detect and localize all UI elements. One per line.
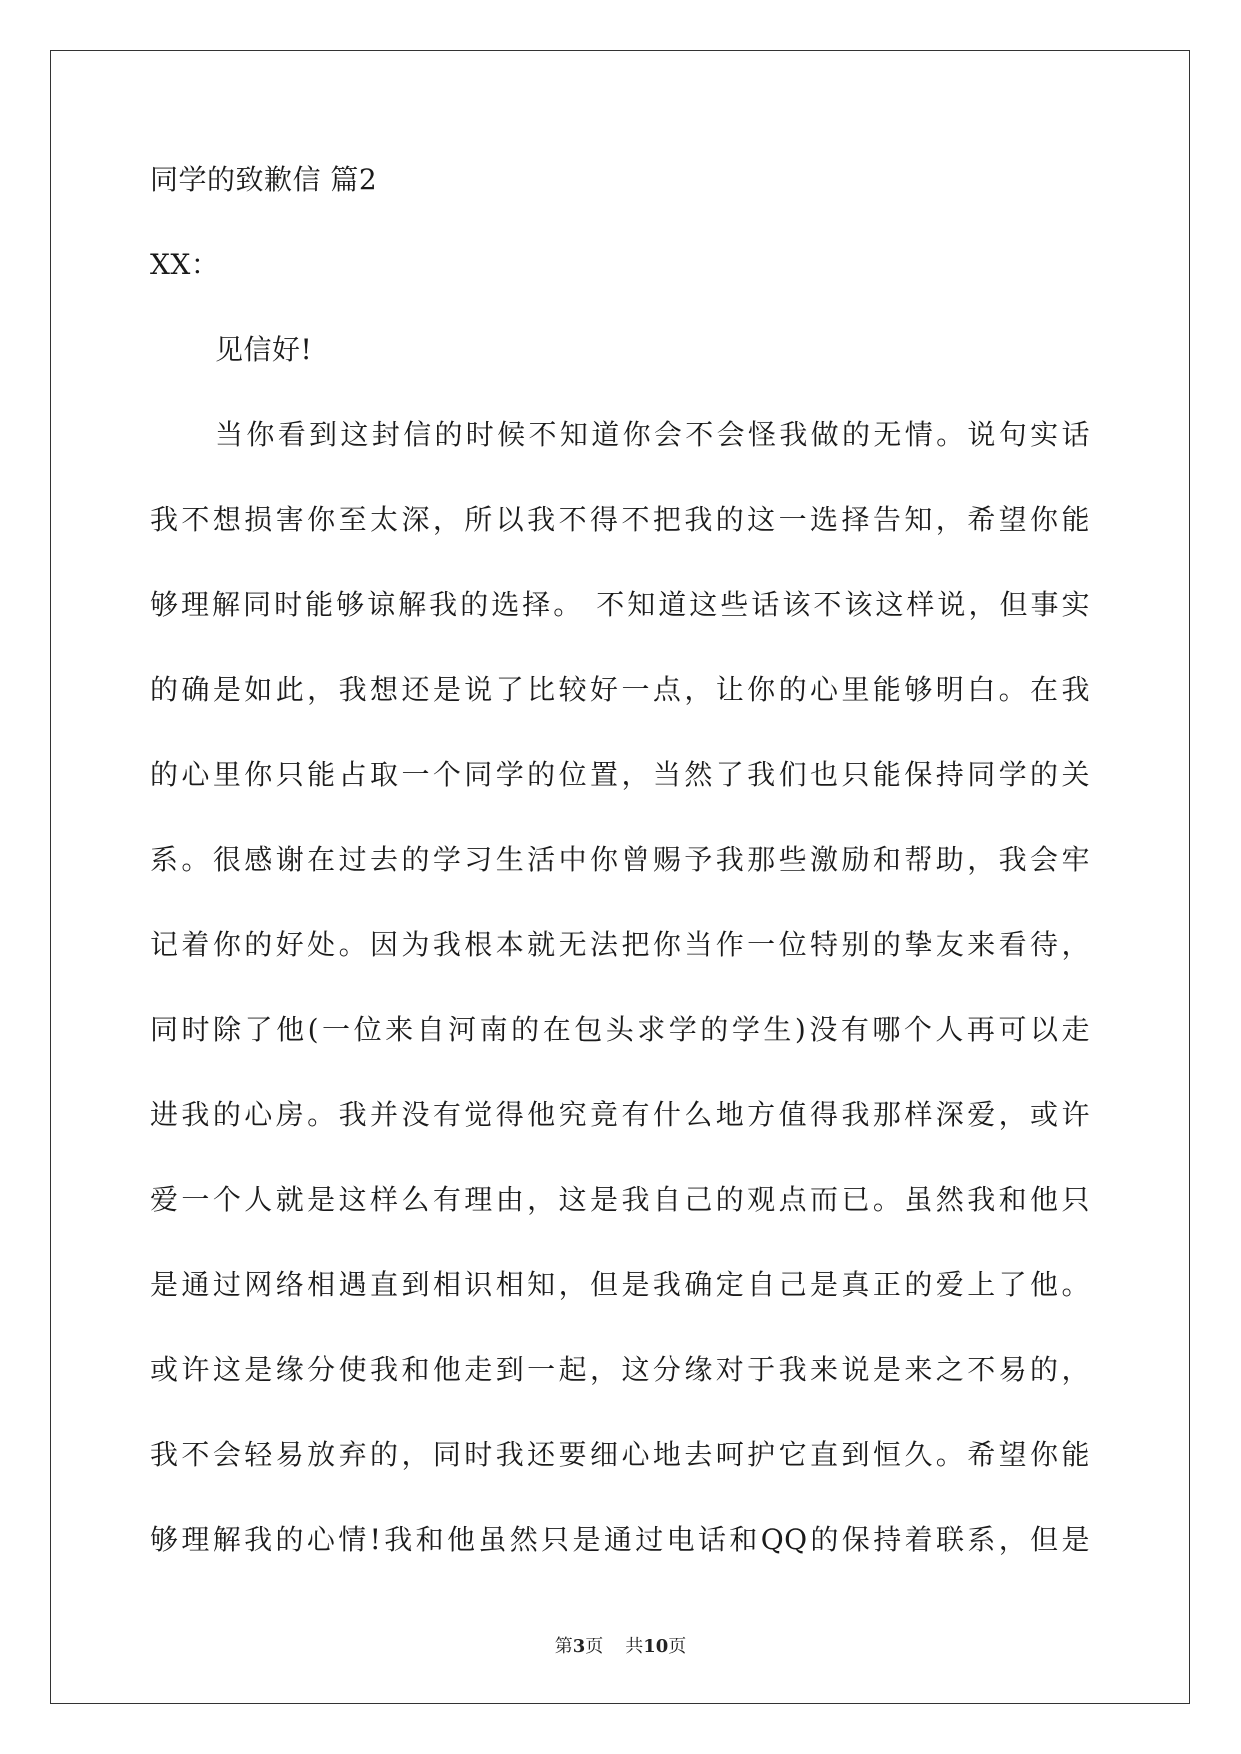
letter-heading: 同学的致歉信 篇2 bbox=[150, 163, 378, 196]
body-line: 当你看到这封信的时候不知道你会不会怪我做的无情。说句实话 bbox=[215, 420, 1090, 450]
page-number: 3 bbox=[572, 1636, 586, 1657]
page-label-prefix: 第 bbox=[554, 1636, 573, 1657]
page-footer bbox=[0, 1632, 1241, 1658]
body-line: 的心里你只能占取一个同学的位置，当然了我们也只能保持同学的关 bbox=[150, 760, 1090, 790]
body-line: 记着你的好处。因为我根本就无法把你当作一位特别的挚友来看待， bbox=[150, 930, 1090, 960]
body-line: 系。很感谢在过去的学习生活中你曾赐予我那些激励和帮助，我会牢 bbox=[150, 845, 1090, 875]
body-line: 够理解我的心情!我和他虽然只是通过电话和QQ的保持着联系，但是 bbox=[150, 1525, 1090, 1555]
page-label-suffix: 页 bbox=[585, 1636, 604, 1657]
letter-content bbox=[150, 165, 1090, 1610]
letter-greeting: 见信好! bbox=[215, 333, 313, 366]
total-label-suffix: 页 bbox=[668, 1636, 687, 1657]
total-pages: 10 bbox=[643, 1636, 669, 1657]
body-line: 我不想损害你至太深，所以我不得不把我的这一选择告知，希望你能 bbox=[150, 505, 1090, 535]
body-line: 的确是如此，我想还是说了比较好一点，让你的心里能够明白。在我 bbox=[150, 675, 1090, 705]
body-line: 爱一个人就是这样么有理由，这是我自己的观点而已。虽然我和他只 bbox=[150, 1185, 1090, 1215]
letter-salutation: XX： bbox=[150, 248, 220, 281]
body-line: 或许这是缘分使我和他走到一起，这分缘对于我来说是来之不易的， bbox=[150, 1355, 1090, 1385]
total-label-prefix: 共 bbox=[625, 1636, 644, 1657]
body-line: 进我的心房。我并没有觉得他究竟有什么地方值得我那样深爱，或许 bbox=[150, 1100, 1090, 1130]
body-line: 够理解同时能够谅解我的选择。 不知道这些话该不该这样说，但事实 bbox=[150, 590, 1090, 620]
body-line: 是通过网络相遇直到相识相知，但是我确定自己是真正的爱上了他。 bbox=[150, 1270, 1090, 1300]
body-line: 我不会轻易放弃的，同时我还要细心地去呵护它直到恒久。希望你能 bbox=[150, 1440, 1090, 1470]
body-line: 同时除了他(一位来自河南的在包头求学的学生)没有哪个人再可以走 bbox=[150, 1015, 1090, 1045]
